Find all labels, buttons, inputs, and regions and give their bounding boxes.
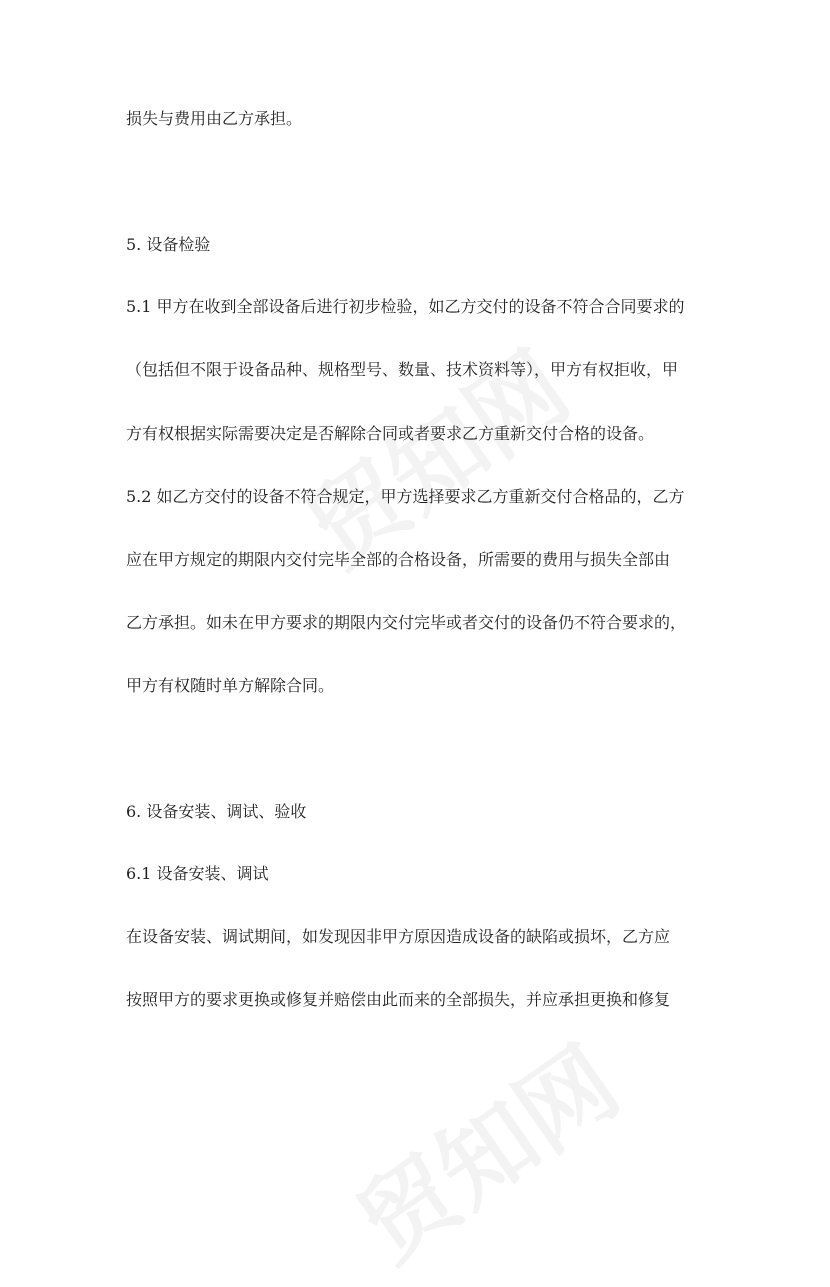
paragraph-line: 损失与费用由乙方承担。 — [126, 109, 303, 128]
paragraph-line: 乙方承担。如未在甲方要求的期限内交付完毕或者交付的设备仍不符合要求的， — [126, 613, 687, 632]
paragraph-line: 5.1 甲方在收到全部设备后进行初步检验，如乙方交付的设备不符合合同要求的 — [126, 297, 685, 316]
paragraph-line: （包括但不限于设备品种、规格型号、数量、技术资料等），甲方有权拒收，甲 — [126, 360, 679, 379]
paragraph-line: 方有权根据实际需要决定是否解除合同或者要求乙方重新交付合格的设备。 — [126, 424, 655, 443]
paragraph-line: 甲方有权随时单方解除合同。 — [126, 676, 335, 695]
section-heading: 5. 设备检验 — [126, 235, 211, 254]
paragraph-line: 5.2 如乙方交付的设备不符合规定，甲方选择要求乙方重新交付合格品的，乙方 — [126, 487, 685, 506]
watermark-logo — [327, 1010, 641, 1287]
paragraph-line: 应在甲方规定的期限内交付完毕全部的合格设备，所需要的费用与损失全部由 — [126, 550, 671, 569]
paragraph-line: 在设备安装、调试期间，如发现因非甲方原因造成设备的缺陷或损坏，乙方应 — [126, 927, 671, 946]
subsection-heading: 6.1 设备安装、调试 — [126, 864, 269, 883]
section-heading: 6. 设备安装、调试、验收 — [126, 802, 307, 821]
paragraph-line: 按照甲方的要求更换或修复并赔偿由此而来的全部损失，并应承担更换和修复 — [126, 990, 671, 1009]
